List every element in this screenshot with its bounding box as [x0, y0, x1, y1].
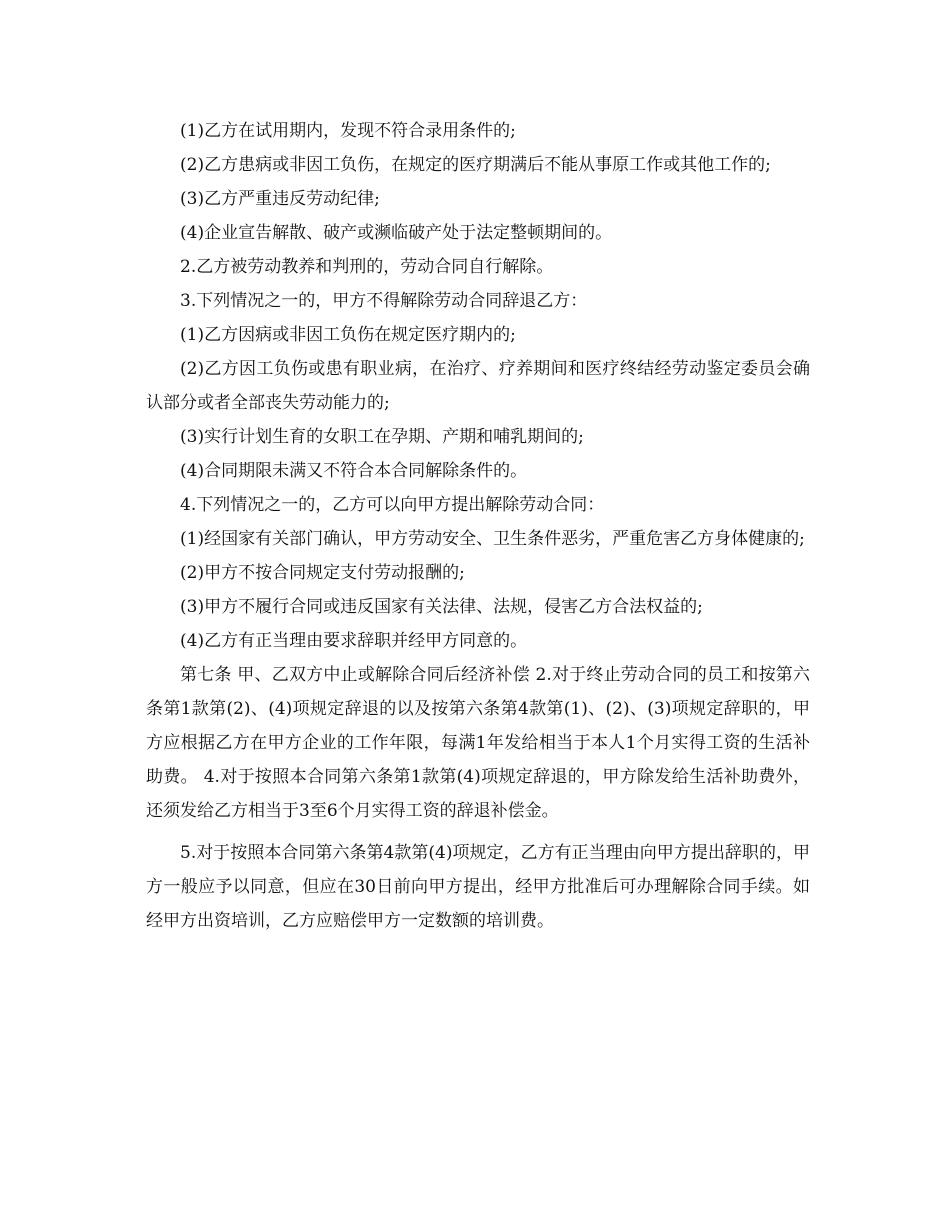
- paragraph: (3)实行计划生育的女职工在孕期、产期和哺乳期间的;: [180, 427, 584, 447]
- paragraph: (3)乙方严重违反劳动纪律;: [180, 189, 380, 209]
- paragraph: 3.下列情况之一的，甲方不得解除劳动合同辞退乙方：: [180, 291, 588, 311]
- paragraph: 2.乙方被劳动教养和判刑的，劳动合同自行解除。: [180, 257, 554, 277]
- paragraph: (2)乙方因工负伤或患有职业病，在治疗、疗养期间和医疗终结经劳动鉴定委员会确认部分或者全部丧失劳动能力的;: [146, 359, 810, 413]
- paragraph: (2)乙方患病或非因工负伤，在规定的医疗期满后不能从事原工作或其他工作的;: [180, 155, 771, 175]
- paragraph: (1)乙方在试用期内，发现不符合录用条件的;: [180, 121, 516, 141]
- paragraph: (4)乙方有正当理由要求辞职并经甲方同意的。: [180, 631, 528, 651]
- paragraph: 5.对于按照本合同第六条第4款第(4)项规定，乙方有正当理由向甲方提出辞职的，甲方一般应予以同意，但应在30日前向甲方提出，经甲方批准后可办理解除合同手续。如经甲方出资培训，乙方应赔偿甲方一定数额的培训费。: [146, 843, 810, 931]
- paragraph: (1)乙方因病或非因工负伤在规定医疗期内的;: [180, 325, 516, 345]
- document-body: [146, 114, 810, 938]
- paragraph: (3)甲方不履行合同或违反国家有关法律、法规，侵害乙方合法权益的;: [180, 597, 703, 617]
- paragraph: 4.下列情况之一的，乙方可以向甲方提出解除劳动合同：: [180, 495, 605, 515]
- paragraph: (2)甲方不按合同规定支付劳动报酬的;: [180, 563, 465, 583]
- paragraph: (1)经国家有关部门确认，甲方劳动安全、卫生条件恶劣，严重危害乙方身体健康的;: [180, 529, 805, 549]
- paragraph: 第七条 甲、乙双方中止或解除合同后经济补偿 2.对于终止劳动合同的员工和按第六条第1款第(2)、(4)项规定辞退的以及按第六条第4款第(1)、(2)、(3)项规定辞职的，甲方应根据乙方在甲方企业的工作年限，每满1年发给相当于本人1个月实得工资的生活补助费。 4.对于按照本合同第六条第1款第(4)项规定辞退的，甲方除发给生活补助费外，还须发给乙方相当于3至6个月实得工资的辞退补偿金。: [146, 665, 810, 821]
- paragraph: (4)企业宣告解散、破产或濒临破产处于法定整顿期间的。: [180, 223, 613, 243]
- paragraph: (4)合同期限未满又不符合本合同解除条件的。: [180, 461, 528, 481]
